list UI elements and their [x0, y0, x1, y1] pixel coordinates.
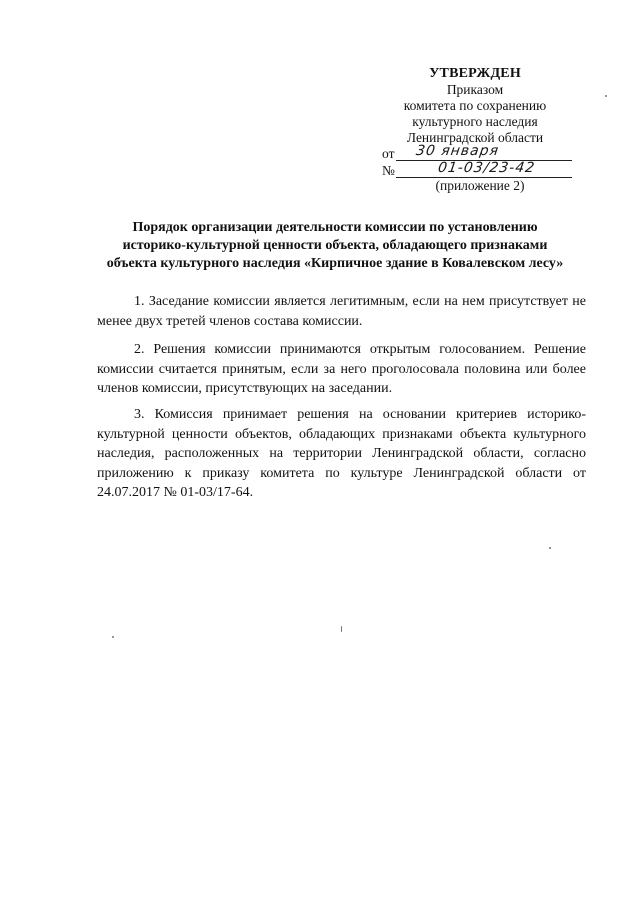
- scan-speck: [112, 636, 114, 638]
- approval-line-heritage: культурного наследия: [412, 114, 538, 129]
- appendix-note: (приложение 2): [435, 178, 525, 193]
- scan-speck: [549, 547, 551, 549]
- scan-speck: [341, 626, 342, 632]
- approval-line-order: Приказом: [446, 82, 504, 97]
- document-title-line-1: Порядок организации деятельности комиссии по установлению: [132, 220, 538, 235]
- document-title: [70, 219, 600, 273]
- handwritten-number: 01-03/23-42: [436, 160, 537, 176]
- number-prefix: №: [382, 163, 395, 178]
- paragraph-2: 2. Решения комиссии принимаются открытым голосованием. Решение комиссии считается принятым, если за него проголосовала половина или более членов комиссии, присутствующих на заседании.: [97, 342, 586, 396]
- scan-speck: [605, 95, 607, 97]
- paragraph-1: 1. Заседание комиссии является легитимным, если на нем присутствует не менее двух третей членов состава комиссии.: [97, 294, 586, 329]
- approval-block: [360, 66, 590, 146]
- paragraph-3: 3. Комиссия принимает решения на основании критериев историко-культурной ценности объектов, обладающих признаками объекта культурного наследия, расположенных на территории Ленинградской области, согласно приложению к приказу комитета по культуре Ленинградской области от 24.07.2017 № 01-03/17-64.: [97, 407, 586, 500]
- approval-line-region: Ленинградской области: [406, 130, 544, 145]
- approval-line-committee: комитета по сохранению: [403, 98, 547, 113]
- date-prefix: от: [382, 146, 395, 161]
- document-title-line-3: объекта культурного наследия «Кирпичное здание в Ковалевском лесу»: [106, 256, 564, 271]
- document-title-line-2: историко-культурной ценности объекта, обладающего признаками: [122, 238, 548, 253]
- handwritten-date: 30 января: [414, 143, 501, 159]
- approval-heading: УТВЕРЖДЕН: [429, 66, 521, 81]
- approval-number-line: [382, 160, 572, 179]
